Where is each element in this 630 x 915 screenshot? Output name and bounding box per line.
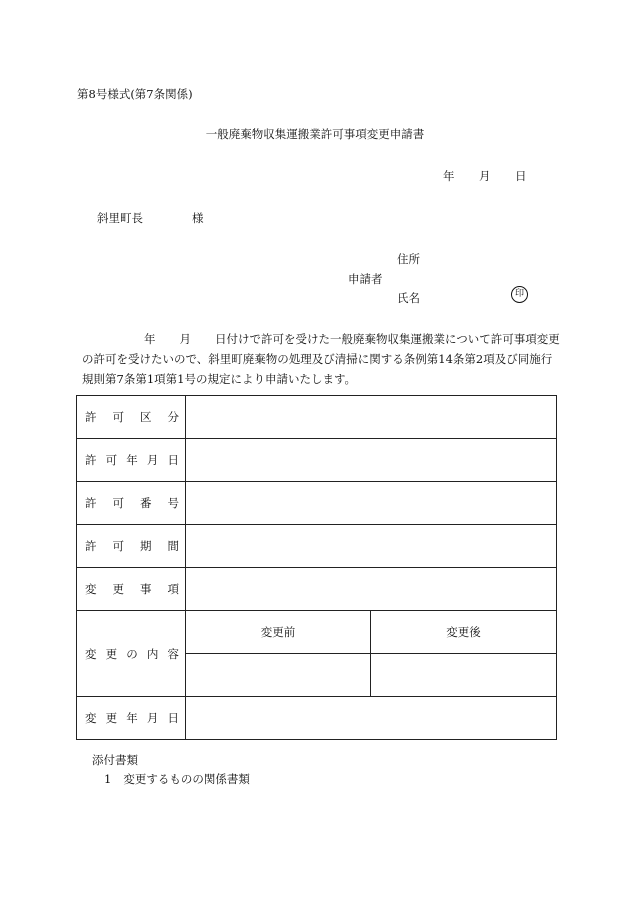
label-char: 番 [140, 496, 152, 510]
application-table [76, 395, 557, 740]
body-paragraph [82, 329, 562, 389]
attachment-item-text: 変更するものの関係書類 [123, 772, 250, 786]
row-label-permit-number [77, 482, 186, 525]
addressee-honorific: 様 [192, 211, 204, 225]
label-char: 内 [146, 646, 159, 661]
label-char: 許 [85, 539, 97, 553]
label-char: 可 [105, 453, 118, 467]
table-row [77, 439, 557, 482]
label-char: 更 [105, 711, 118, 725]
change-date-field[interactable] [186, 697, 557, 740]
row-label-permit-category [77, 396, 186, 439]
row-label-change-date [77, 697, 186, 740]
row-label-change-content [77, 611, 186, 697]
row-label-change-items [77, 568, 186, 611]
table-row [77, 525, 557, 568]
label-char: 許 [85, 453, 97, 467]
date-line [443, 168, 527, 184]
attachments-title: 添付書類 [92, 753, 138, 767]
label-char: 分 [167, 410, 179, 424]
date-year-label: 年 [443, 169, 455, 183]
label-char: 日 [167, 453, 179, 467]
addressee [97, 210, 204, 226]
body-year-label: 年 [144, 332, 156, 346]
label-char: 日 [167, 711, 179, 725]
attachment-item [104, 771, 250, 787]
before-change-header: 変更前 [186, 611, 371, 654]
before-change-field[interactable] [186, 654, 371, 697]
label-char: 号 [167, 496, 179, 510]
seal-mark: 印 [511, 286, 528, 303]
label-char: 更 [112, 582, 124, 596]
label-char: 期 [140, 539, 152, 553]
table-row [77, 482, 557, 525]
table-row [77, 697, 557, 740]
form-number: 第8号様式(第7条関係) [77, 87, 193, 101]
label-char: 間 [167, 539, 179, 553]
label-char: 区 [140, 410, 152, 424]
body-month-label: 月 [179, 332, 191, 346]
label-char: 可 [112, 539, 124, 553]
table-row [77, 611, 557, 654]
permit-number-field[interactable] [186, 482, 557, 525]
change-items-field[interactable] [186, 568, 557, 611]
label-char: 可 [112, 496, 124, 510]
document-title: 一般廃棄物収集運搬業許可事項変更申請書 [205, 127, 425, 141]
permit-period-field[interactable] [186, 525, 557, 568]
after-change-header: 変更後 [371, 611, 557, 654]
label-char: 許 [85, 410, 97, 424]
label-char: 月 [146, 711, 159, 725]
table-row [77, 568, 557, 611]
name-label: 氏名 [397, 291, 420, 305]
address-label: 住所 [397, 252, 420, 266]
label-char: の [126, 646, 138, 661]
label-char: 更 [105, 646, 118, 661]
table-row [77, 396, 557, 439]
after-change-field[interactable] [371, 654, 557, 697]
body-text: 日付けで許可を受けた一般廃棄物収集運搬業について許可事項変更の許可を受けたいので、斜里町廃棄物の処理及び清掃に関する条例第14条第2項及び同施行規則第7条第1項第1号の規定により申請いたします。 [82, 332, 560, 386]
row-label-permit-date [77, 439, 186, 482]
label-char: 事 [140, 582, 152, 596]
label-char: 項 [167, 582, 179, 596]
permit-date-field[interactable] [186, 439, 557, 482]
label-char: 変 [85, 646, 97, 661]
row-label-permit-period [77, 525, 186, 568]
date-month-label: 月 [479, 169, 491, 183]
label-char: 変 [85, 582, 97, 596]
label-char: 年 [126, 453, 138, 467]
permit-category-field[interactable] [186, 396, 557, 439]
addressee-name: 斜里町長 [97, 211, 143, 225]
label-char: 許 [85, 496, 97, 510]
applicant-label: 申請者 [348, 272, 383, 286]
label-char: 年 [126, 711, 138, 725]
attachment-item-number: 1 [104, 772, 112, 786]
label-char: 容 [167, 646, 179, 661]
label-char: 変 [85, 711, 97, 725]
date-day-label: 日 [515, 169, 527, 183]
label-char: 可 [112, 410, 124, 424]
label-char: 月 [146, 453, 159, 467]
